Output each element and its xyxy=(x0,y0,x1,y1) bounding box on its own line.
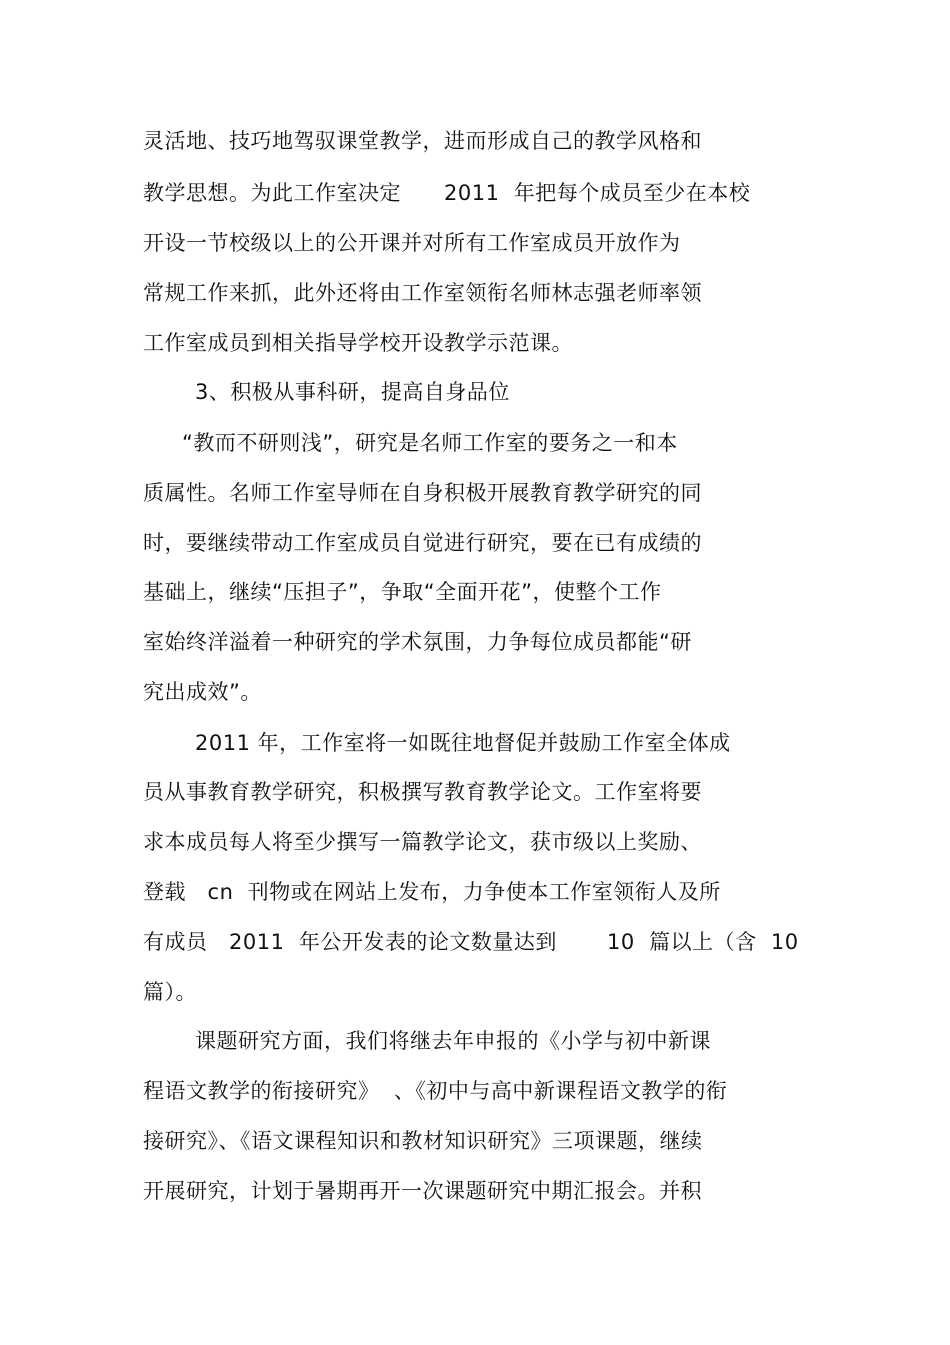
text-line: 开设一节校级以上的公开课并对所有工作室成员开放作为 xyxy=(143,231,681,255)
text-line: 究出成效”。 xyxy=(143,680,262,704)
text-line: 时，要继续带动工作室成员自觉进行研究，要在已有成绩的 xyxy=(143,531,702,555)
text-line: 求本成员每人将至少撰写一篇教学论文，获市级以上奖励、 xyxy=(143,830,702,854)
text-line: “教而不研则浅”，研究是名师工作室的要务之一和本 xyxy=(182,431,678,455)
text-line: 程语文教学的衔接研究》 、《初中与高中新课程语文教学的衔 xyxy=(143,1079,728,1103)
text-line: 基础上，继续“压担子”，争取“全面开花”，使整个工作 xyxy=(143,580,662,604)
text-line: 接研究》、《语文课程知识和教材知识研究》三项课题，继续 xyxy=(143,1129,703,1153)
text-line: 员从事教育教学研究，积极撰写教育教学论文。工作室将要 xyxy=(143,780,702,804)
text-line: 登载 cn 刊物或在网站上发布，力争使本工作室领衔人及所 xyxy=(143,880,721,904)
text-line: 教学思想。为此工作室决定 2011 年把每个成员至少在本校 xyxy=(143,181,751,205)
text-line: 有成员 2011 年公开发表的论文数量达到 10 篇以上（含 10 xyxy=(143,930,799,954)
text-line: 质属性。名师工作室导师在自身积极开展教育教学研究的同 xyxy=(143,481,702,505)
text-line: 常规工作来抓，此外还将由工作室领衔名师林志强老师率领 xyxy=(143,281,702,305)
text-line: 工作室成员到相关指导学校开设教学示范课。 xyxy=(143,331,573,355)
text-line: 开展研究，计划于暑期再开一次课题研究中期汇报会。并积 xyxy=(143,1179,702,1203)
text-line: 灵活地、技巧地驾驭课堂教学，进而形成自己的教学风格和 xyxy=(143,129,702,153)
text-line: 篇）。 xyxy=(143,980,197,1004)
text-line: 室始终洋溢着一种研究的学术氛围，力争每位成员都能“研 xyxy=(143,630,692,654)
text-line: 2011 年，工作室将一如既往地督促并鼓励工作室全体成 xyxy=(195,731,731,755)
section-heading: 3、积极从事科研，提高自身品位 xyxy=(195,380,510,404)
text-line: 课题研究方面，我们将继去年申报的《小学与初中新课 xyxy=(195,1029,711,1053)
